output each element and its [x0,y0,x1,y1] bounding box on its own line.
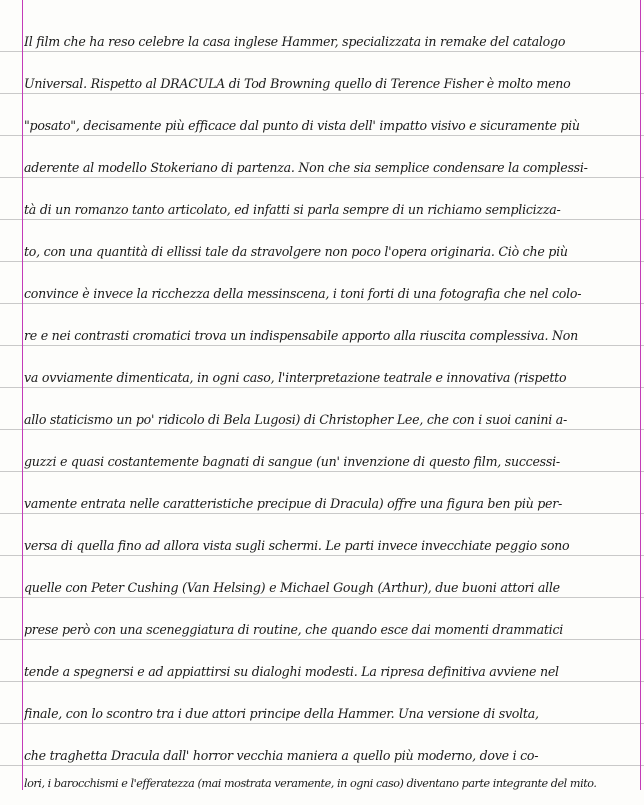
left-margin-line [22,0,23,790]
text-line: allo staticismo un po' ridicolo di Bela Lugosi) di Christopher Lee, che con i suoi canini a- [24,412,568,427]
text-line: finale, con lo scontro tra i due attori principe della Hammer. Una versione di svolta, [24,706,539,721]
text-line: va ovviamente dimenticata, in ogni caso, l'interpretazione teatrale e innovativa (rispetto [24,370,567,385]
text-line: re e nei contrasti cromatici trova un indispensabile apporto alla riuscita complessiva. Non [24,328,578,343]
text-line: guzzi e quasi costantemente bagnati di sangue (un' invenzione di questo film, successi- [24,454,560,469]
text-line: quelle con Peter Cushing (Van Helsing) e Michael Gough (Arthur), due buoni attori alle [24,580,560,595]
text-line: tende a spegnersi e ad appiattirsi su dialoghi modesti. La ripresa definitiva avviene nel [24,664,559,679]
text-line: prese però con una sceneggiatura di routine, che quando esce dai momenti drammatici [24,622,564,637]
text-line: aderente al modello Stokeriano di partenza. Non che sia semplice condensare la complessi- [24,160,588,175]
text-line: tà di un romanzo tanto articolato, ed infatti si parla sempre di un richiamo semplicizza- [24,202,561,217]
text-line: che traghetta Dracula dall' horror vecchia maniera a quello più moderno, dove i co- [24,748,539,763]
text-line: versa di quella fino ad allora vista sugli schermi. Le parti invece invecchiate peggio sono [24,538,570,553]
text-line: vamente entrata nelle caratteristiche precipue di Dracula) offre una figura ben più per- [24,496,563,511]
text-line: "posato", decisamente più efficace dal punto di vista dell' impatto visivo e sicuramente più [24,118,580,133]
text-line: to, con una quantità di ellissi tale da stravolgere non poco l'opera originaria. Ciò che più [24,244,568,259]
text-line: lori, i barocchismi e l'efferatezza (mai mostrata veramente, in ogni caso) diventano parte integrante del mito. [24,777,597,790]
text-line: convince è invece la ricchezza della messinscena, i toni forti di una fotografia che nel colo- [24,286,582,301]
text-line: Universal. Rispetto al DRACULA di Tod Browning quello di Terence Fisher è molto meno [24,76,571,91]
text-line: Il film che ha reso celebre la casa inglese Hammer, specializzata in remake del catalogo [24,34,566,49]
right-margin-line [640,0,641,790]
